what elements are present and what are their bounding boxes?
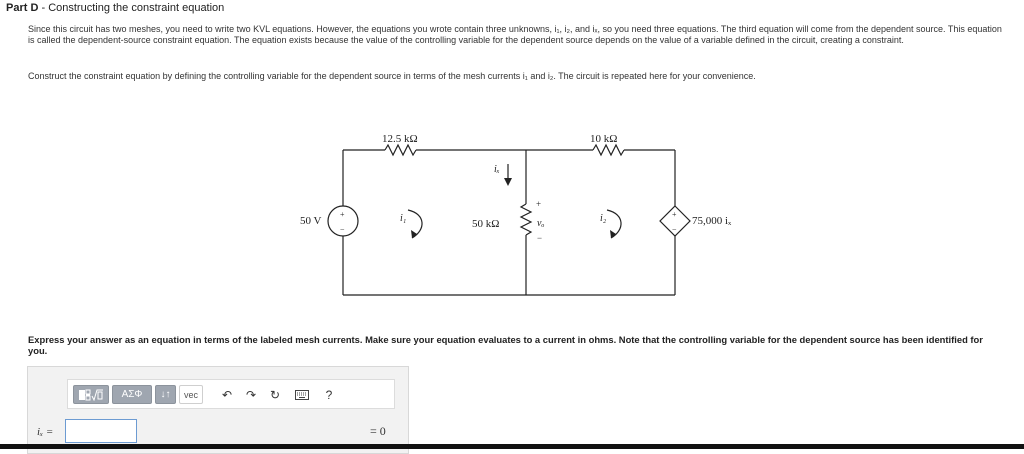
redo-icon: ↷ — [245, 387, 257, 402]
reset-icon: ↻ — [269, 387, 281, 402]
part-label: Part D — [6, 2, 39, 14]
dep-plus: + — [672, 210, 677, 219]
resistor-12-5k — [385, 145, 416, 155]
undo-icon: ↶ — [221, 387, 233, 402]
r2-label: 10 kΩ — [590, 133, 618, 145]
source-label: 50 V — [300, 215, 322, 227]
undo-button[interactable] — [218, 385, 236, 404]
circuit-diagram — [290, 120, 750, 305]
source-minus: − — [340, 225, 345, 234]
answer-panel — [27, 366, 409, 454]
answer-instructions: Express your answer as an equation in terms of the labeled mesh currents. Make sure your equation evaluates to a current in ohms. Note that the controlling variable for the dependent source has been identified for you. — [28, 334, 983, 356]
answer-variable-label: iₓ = — [37, 426, 54, 438]
r1-label: 12.5 kΩ — [382, 133, 418, 145]
fraction-sqrt-icon — [78, 389, 104, 401]
i2-label: i₂ — [600, 213, 607, 224]
reset-button[interactable] — [266, 385, 284, 404]
resistor-10k — [593, 145, 624, 155]
answer-input[interactable] — [65, 419, 137, 443]
keyboard-button[interactable] — [293, 385, 311, 404]
redo-button[interactable] — [242, 385, 260, 404]
part-title — [6, 2, 224, 14]
vo-plus: + — [536, 199, 542, 209]
vector-button[interactable]: vec — [179, 385, 203, 404]
intro-paragraph: Since this circuit has two meshes, you need to write two KVL equations. However, the equations you wrote contain three unknowns, i₁, i₂, and iₓ, so you need three equations. The third equation will come from the dependent source. This equation is called the dependent-source constraint equation. The equation exists because the value of the controlling variable for the dependent source depends on the value of a variable defined in the circuit, creating a constraint. — [28, 24, 1002, 45]
keyboard-icon — [295, 390, 309, 400]
dep-source-label: 75,000 iₓ — [692, 215, 732, 227]
task-paragraph: Construct the constraint equation by defining the controlling variable for the dependent source in terms of the mesh currents i₁ and i₂. The circuit is repeated here for your convenience. — [28, 71, 756, 81]
help-button[interactable]: ? — [325, 387, 333, 402]
part-title-text: Constructing the constraint equation — [48, 2, 225, 14]
bottom-bar — [0, 444, 1024, 449]
r3-label: 50 kΩ — [472, 218, 500, 230]
equals-zero: = 0 — [370, 424, 386, 438]
resistor-50k — [521, 204, 531, 235]
math-toolbar — [67, 379, 395, 409]
ix-label: iₓ — [494, 164, 500, 175]
greek-symbols-button[interactable]: ΑΣΦ — [112, 385, 152, 404]
part-separator: - — [38, 2, 49, 14]
templates-button[interactable] — [73, 385, 109, 404]
vo-minus: − — [537, 233, 543, 243]
i1-label: i₁ — [400, 213, 407, 224]
dep-minus: − — [672, 225, 677, 234]
vo-label: vₒ — [537, 218, 545, 229]
sub-superscript-button[interactable]: ↓↑ — [155, 385, 176, 404]
source-plus: + — [340, 210, 345, 219]
